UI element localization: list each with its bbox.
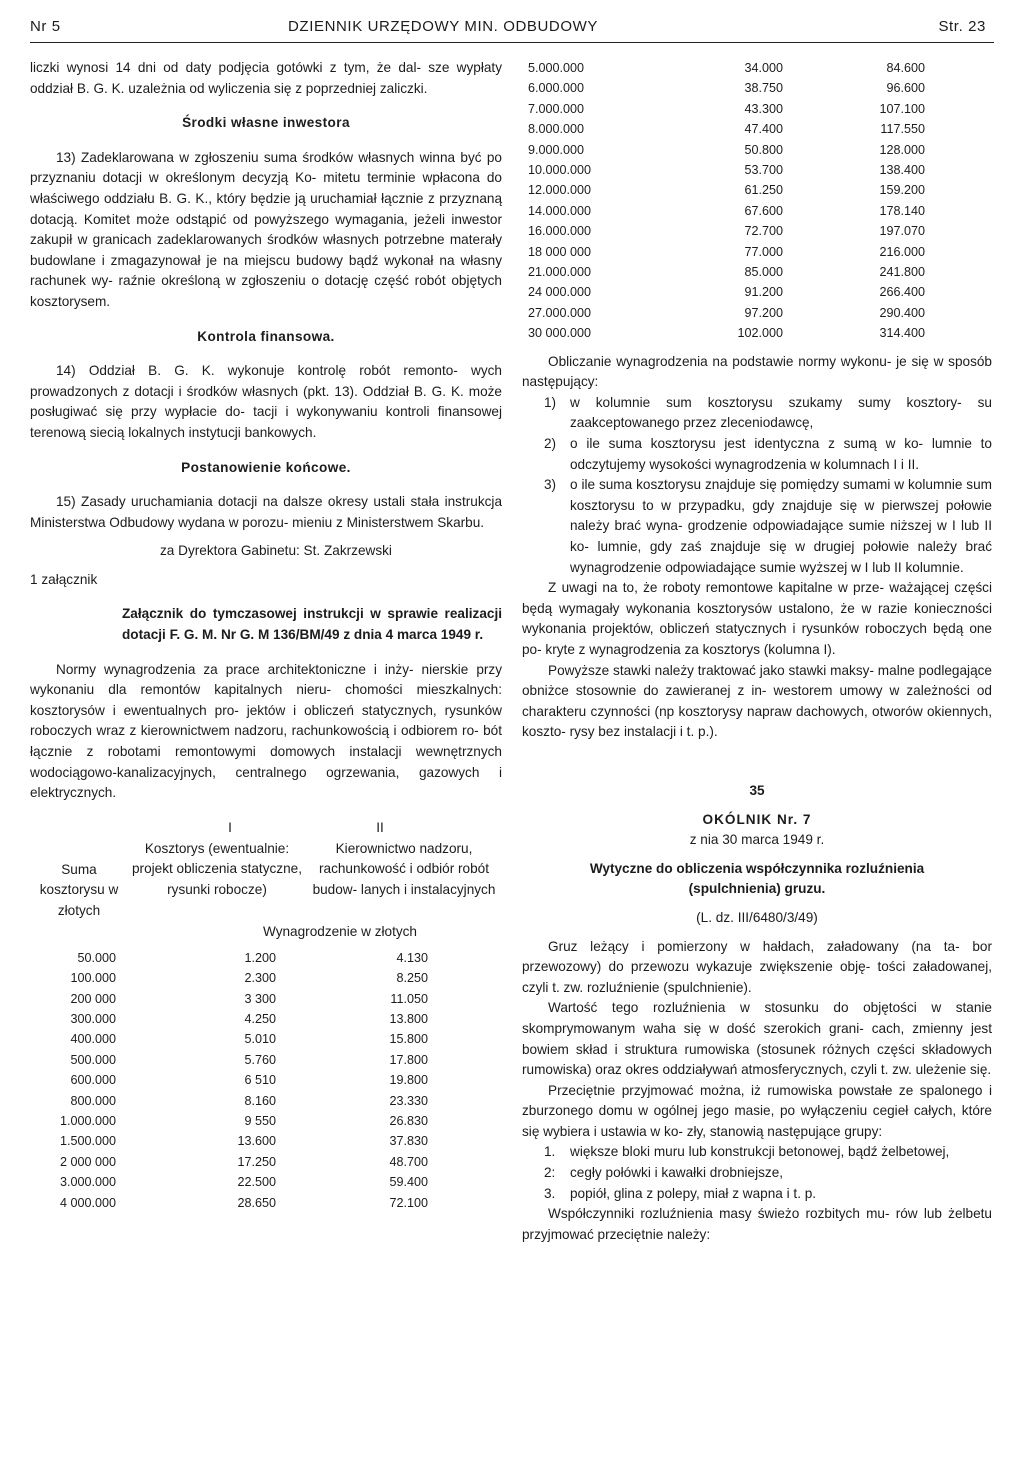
left-column [30, 58, 502, 1213]
supervision-fee: 11.050 [390, 991, 428, 1006]
rubble-group [522, 1142, 992, 1163]
estimate-fee: 61.250 [744, 183, 783, 198]
cost-estimate-sum: 12.000.000 [528, 183, 592, 198]
supervision-fee: 96.600 [886, 81, 925, 96]
supervision-fee: 59.400 [389, 1175, 428, 1190]
estimate-fee: 4.250 [244, 1012, 276, 1027]
cost-estimate-sum: 400.000 [70, 1032, 116, 1047]
cost-estimate-sum: 14.000.000 [528, 203, 592, 218]
cost-estimate-sum: 4 000.000 [59, 1195, 116, 1210]
list-item-text: o ile suma kosztorysu jest identyczna z sumą w ko- lumnie to odczytujemy wysokości wynagrodzenia w kolumnach I i II. [570, 436, 992, 472]
supervision-fee: 241.800 [879, 265, 925, 280]
cost-estimate-sum: 9.000.000 [528, 142, 585, 157]
rubble-paragraph-1: Gruz leżący i pomierzony w hałdach, załadowany (na ta- bor przewozowy) do przewozu wykazuje zwiększenie obję- tości załadowanej, czyli t. zw. rozluźnienie (spulchnienie). [522, 938, 992, 995]
estimate-fee: 97.200 [744, 305, 783, 320]
estimate-fee: 38.750 [744, 81, 783, 96]
estimate-fee: 8.160 [244, 1093, 276, 1108]
supervision-fee: 13.800 [389, 1012, 428, 1027]
cost-estimate-sum: 16.000.000 [528, 224, 592, 239]
table-row [522, 221, 925, 241]
table-row [522, 119, 925, 139]
supervision-fee: 4.130 [396, 950, 428, 965]
supervision-fee: 138.400 [879, 163, 925, 178]
rubble-group [522, 1184, 992, 1205]
cost-estimate-sum: 800.000 [70, 1093, 116, 1108]
table-row [522, 78, 925, 98]
cost-estimate-sum: 1.000.000 [59, 1114, 116, 1129]
cost-estimate-sum: 50.000 [77, 950, 116, 965]
supervision-fee: 266.400 [879, 285, 925, 300]
item-number: 35 [749, 782, 765, 798]
table-row [522, 160, 925, 180]
table-row [522, 303, 925, 323]
estimate-fee: 28.650 [237, 1195, 276, 1210]
rubble-paragraph-4: Współczynniki rozluźnienia masy świeżo rozbitych mu- rów lub żelbetu przyjmować przeciętnie należy: [522, 1206, 992, 1242]
supervision-fee: 107.100 [879, 101, 925, 116]
table-row [522, 323, 925, 343]
heading-financial-control: Kontrola finansowa. [197, 328, 335, 344]
cost-estimate-sum: 200 000 [70, 991, 116, 1006]
estimate-fee: 102.000 [737, 326, 783, 341]
estimate-fee: 91.200 [744, 285, 783, 300]
estimate-fee: 47.400 [744, 122, 783, 137]
fee-table-right [522, 58, 925, 344]
estimate-fee: 22.500 [237, 1175, 276, 1190]
intro-paragraph: liczki wynosi 14 dni od daty podjęcia gotówki z tym, że dal- sze wypłaty oddział B. G. K. uzależnia od wyliczenia się z poprzedniej zaliczki. [30, 60, 502, 96]
cost-estimate-sum: 10.000.000 [528, 163, 592, 178]
list-item-text: cegły połówki i kawałki drobniejsze, [570, 1165, 784, 1181]
remuneration-subheader: Wynagrodzenie w złotych [262, 923, 417, 939]
paragraph-15: 15) Zasady uruchamiania dotacji na dalsze okresy ustali stała instrukcja Ministerstwa Odbudowy wydana w porozu- mieniu z Ministerstwem Skarbu. [30, 494, 502, 530]
supervision-fee: 178.140 [879, 203, 925, 218]
list-item-text: popiół, glina z polepy, miał z wapna i t. p. [570, 1185, 817, 1201]
list-item-number: 2: [544, 1165, 556, 1181]
table-row [522, 180, 925, 200]
circular-date: z nia 30 marca 1949 r. [689, 832, 825, 848]
supervision-fee: 84.600 [886, 61, 925, 75]
cost-estimate-sum: 30 000.000 [528, 326, 592, 341]
fee-table-header [30, 818, 502, 1054]
estimate-fee: 85.000 [744, 265, 783, 280]
journal-title: DZIENNIK URZĘDOWY MIN. ODBUDOWY [288, 18, 598, 35]
table-row [522, 201, 925, 221]
table-row [522, 58, 925, 78]
cost-estimate-sum: 1.500.000 [59, 1134, 116, 1149]
estimate-fee: 9 550 [244, 1114, 276, 1129]
estimate-fee: 5.760 [244, 1052, 276, 1067]
annex-title: Załącznik do tymczasowej instrukcji w sprawie realizacji dotacji F. G. M. Nr G. M 136/BM/49 z dnia 4 marca 1949 r. [122, 606, 502, 643]
table-row [30, 1193, 428, 1213]
table-row [30, 1131, 428, 1151]
cost-estimate-sum: 18 000 000 [528, 244, 592, 259]
column-estimate-header: Kosztorys (ewentualnie: projekt obliczenia statyczne, rysunki robocze) [131, 840, 302, 897]
supervision-fee: 37.830 [389, 1134, 428, 1149]
cost-estimate-sum: 2 000 000 [59, 1154, 116, 1169]
estimate-fee: 13.600 [237, 1134, 276, 1149]
cost-estimate-sum: 3.000.000 [59, 1175, 116, 1190]
cost-estimate-sum: 7.000.000 [528, 101, 585, 116]
table-row [30, 1172, 428, 1192]
issue-number: Nr 5 [30, 18, 61, 35]
paragraph-14: 14) Oddział B. G. K. wykonuje kontrolę robót remonto- wych prowadzonych z dotacji i środków własnych (pkt. 13). Oddział B. G. K. może posługiwać się przy wypłacie do- tacji i wykonywaniu kontroli finansowej terenową siecią lokalnych instytucji bankowych. [30, 363, 502, 440]
column-supervision-header: Kierownictwo nadzoru, rachunkowość i odbiór robót budow- lanych i instalacyjnych [312, 840, 496, 897]
estimate-fee: 43.300 [744, 101, 783, 116]
column-ii-label: II [376, 819, 384, 835]
right-column [522, 58, 992, 1245]
cost-estimate-sum: 24 000.000 [528, 285, 592, 300]
table-row [522, 99, 925, 119]
page-number: Str. 23 [938, 18, 986, 35]
cost-estimate-sum: 5.000.000 [528, 61, 585, 75]
note-paragraph-1: Z uwagi na to, że roboty remontowe kapitalne w prze- ważającej części będą wymagały wykonania kosztorysów ustalono, że w razie konieczności wykonania projektów, obliczeń statycznych i rysunków roboczych będą one po- kryte z wynagrodzenia za kosztorys (kolumna I). [522, 580, 992, 657]
estimate-fee: 77.000 [744, 244, 783, 259]
table-row [30, 1152, 428, 1172]
table-row [522, 282, 925, 302]
list-item-number: 1) [544, 394, 557, 410]
cost-estimate-sum: 6.000.000 [528, 81, 585, 96]
supervision-fee: 15.800 [389, 1032, 428, 1047]
calculation-step [522, 475, 992, 578]
heading-own-funds: Środki własne inwestora [182, 115, 350, 131]
table-row [30, 1070, 428, 1090]
estimate-fee: 5.010 [244, 1032, 276, 1047]
rubble-group [522, 1163, 992, 1184]
guidelines-title: Wytyczne do obliczenia współczynnika rozluźnienia (spulchnienia) gruzu. [589, 860, 925, 897]
estimate-fee: 67.600 [744, 203, 783, 218]
list-item-number: 2) [544, 436, 557, 452]
cost-estimate-sum: 600.000 [70, 1073, 116, 1088]
table-row [522, 140, 925, 160]
supervision-fee: 17.800 [389, 1052, 428, 1067]
supervision-fee: 72.100 [389, 1195, 428, 1210]
supervision-fee: 159.200 [879, 183, 925, 198]
signature: za Dyrektora Gabinetu: St. Zakrzewski [160, 543, 392, 559]
list-item-number: 3. [544, 1185, 556, 1201]
estimate-fee: 34.000 [744, 61, 783, 75]
rubble-groups [522, 1142, 992, 1204]
estimate-fee: 2.300 [244, 971, 276, 986]
calculation-paragraph: Obliczanie wynagrodzenia na podstawie normy wykonu- je się w sposób następujący: [522, 353, 992, 390]
list-item-number: 3) [544, 477, 557, 493]
table-row [30, 1111, 428, 1131]
cost-estimate-sum: 300.000 [70, 1012, 116, 1027]
cost-estimate-sum: 8.000.000 [528, 122, 585, 137]
estimate-fee: 17.250 [237, 1154, 276, 1169]
cost-estimate-sum: 500.000 [70, 1052, 116, 1067]
reference-number: (L. dz. III/6480/3/49) [696, 909, 818, 925]
circular-title: OKÓLNIK Nr. 7 [702, 811, 812, 827]
supervision-fee: 8.250 [396, 971, 428, 986]
estimate-fee: 72.700 [744, 224, 783, 239]
supervision-fee: 23.330 [389, 1093, 428, 1108]
supervision-fee: 48.700 [389, 1154, 428, 1169]
list-item-text: o ile suma kosztorysu znajduje się pomiędzy sumami w kolumnie sum kosztorysu to w przypadku, gdy znajduje się w pierwszej połowie należy brać wyna- grodzenie odpowiadające sumie niższej w I lub II ko- lumnie, gdy zaś znajduje się w drugiej połowie należy brać wynagrodzenie odpowiadające sumie wyższej w I lub II kolumnie. [570, 477, 992, 575]
cost-estimate-sum: 100.000 [70, 971, 116, 986]
supervision-fee: 128.000 [879, 142, 925, 157]
norms-paragraph: Normy wynagrodzenia za prace architektoniczne i inży- nierskie przy wykonaniu dla remontów kapitalnych nieru- chomości mieszkalnych: kosztorysów i ewentualnych pro- jektów i obliczeń statycznych, rysunków roboczych wraz z kierownictwem nadzoru, rachunkowością i odbiorem ro- bót łącznie z robotami remontowymi domowych instalacji wewnętrznych wodociągowo-kanalizacyjnych, centralnego ogrzewania, gazowych i elektrycznych. [30, 661, 502, 801]
estimate-fee: 3 300 [244, 991, 276, 1006]
rubble-paragraph-3: Przeciętnie przyjmować można, iż rumowiska powstałe ze spalonego i zburzonego domu w ogólnej jego masie, po wyłączeniu cegieł całych, które się wybiera i ustawia w ko- zły, stanowią następujące grupy: [522, 1082, 992, 1139]
supervision-fee: 117.550 [880, 122, 925, 137]
paragraph-13: 13) Zadeklarowana w zgłoszeniu suma środków własnych winna być po przyznaniu dotacji w określonym decyzją Ko- mitetu terminie wpłacona do właściwego oddziału B. G. K., który będzie ją uruchamiał łącznie z przyznaną dotacją. Komitet może odstąpić od powyższego wymagania, jeżeli inwestor zakupił w granicach zadeklarowanych środków własnych potrzebne materały budowlane i zmagazynował je na miejscu budowy bądź wykonał na własny rachunek wy- raźnie określoną w zgłoszeniu o dotację część robót objętych kosztorysem. [30, 149, 502, 309]
table-row [522, 262, 925, 282]
calculation-steps [522, 393, 992, 578]
list-item-text: większe bloki muru lub konstrukcji betonowej, bądź żelbetowej, [570, 1144, 950, 1160]
cost-estimate-sum: 27.000.000 [528, 305, 592, 320]
supervision-fee: 197.070 [879, 224, 925, 239]
estimate-fee: 1.200 [244, 950, 276, 965]
rubble-paragraph-2: Wartość tego rozluźnienia w stosunku do objętości w stanie skomprymowanym waha się w dość szerokich grani- cach, zmienny jest bowiem skład i struktura rumowiska (stosunek różnych części składowych rumowiska) oraz okres oddziaływań atmosferycznych, czyli t. zw. uleżenie się. [522, 1000, 992, 1078]
table-row [522, 242, 925, 262]
estimate-fee: 50.800 [744, 142, 783, 157]
cost-estimate-sum: 21.000.000 [528, 265, 592, 280]
calculation-step [522, 434, 992, 475]
table-row [30, 1091, 428, 1111]
attachment-note: 1 załącznik [30, 571, 98, 587]
calculation-step [522, 393, 992, 434]
heading-final-provision: Postanowienie końcowe. [181, 459, 351, 475]
column-i-label: I [228, 819, 232, 835]
list-item-text: w kolumnie sum kosztorysu szukamy sumy kosztory- su zaakceptowanego przez zleceniodawcę, [570, 394, 992, 431]
supervision-fee: 216.000 [879, 244, 925, 259]
note-paragraph-2: Powyższe stawki należy traktować jako stawki maksy- malne podlegające obniżce stosownie do zawieranej z in- westorem umowy w zależności od charakteru czynności (np kosztorysy napraw dachowych, otworów okiennych, koszto- rysy bez instalacji i t. p.). [522, 662, 992, 740]
supervision-fee: 26.830 [389, 1114, 428, 1129]
supervision-fee: 290.400 [879, 305, 925, 320]
list-item-number: 1. [544, 1144, 556, 1160]
page-header [30, 18, 994, 43]
supervision-fee: 314.400 [879, 326, 925, 341]
estimate-fee: 6 510 [244, 1073, 276, 1088]
column-sum-header: Suma kosztorysu w złotych [39, 861, 119, 918]
estimate-fee: 53.700 [744, 163, 783, 178]
supervision-fee: 19.800 [389, 1073, 428, 1088]
